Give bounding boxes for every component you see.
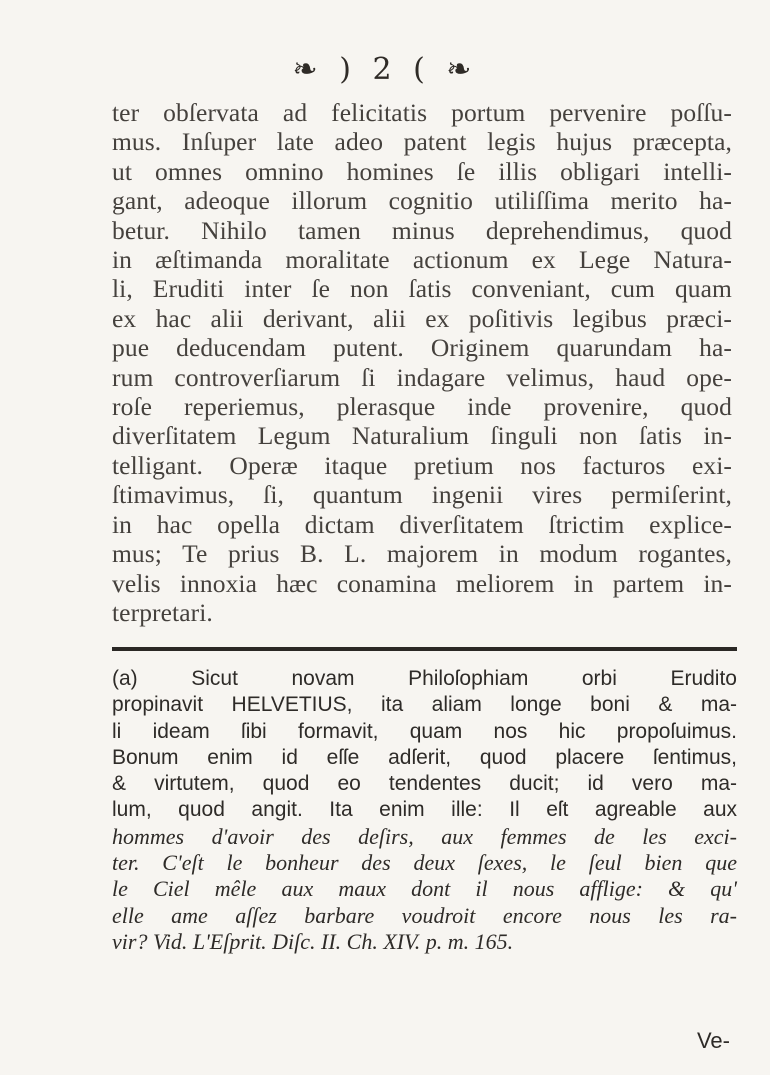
footnote-line-french: le Ciel mêle aux maux dont il nous afflige: & qu' xyxy=(112,876,737,902)
text-line: rum controverſiarum ſi indagare velimus, haud ope- xyxy=(112,362,732,392)
text-line: in æſtimanda moralitate actionum ex Lege Natura- xyxy=(112,245,732,275)
text-line: velis innoxia hæc conamina meliorem in partem in- xyxy=(112,568,732,598)
text-line: in hac opella dictam diverſitatem ſtrictim explice- xyxy=(112,509,732,539)
text-line: betur. Nihilo tamen minus deprehendimus, quod xyxy=(112,215,732,245)
footnote-line: Bonum enim id eſſe adſerit, quod placere ſentimus, xyxy=(112,745,737,769)
text-line: telligant. Operæ itaque pretium nos facturos exi- xyxy=(112,450,732,480)
text-line: ſtimavimus, ſi, quantum ingenii vires permiſerint, xyxy=(112,480,732,510)
footnote xyxy=(112,666,737,955)
footnote-line-french: elle ame aſſez barbare voudroit encore nous les ra- xyxy=(112,902,737,928)
footnote-line-french: hommes d'avoir des deſirs, aux femmes de les exci- xyxy=(112,823,737,849)
text-line: terpretari. xyxy=(112,597,213,627)
main-text xyxy=(112,98,732,627)
page-header xyxy=(0,52,770,87)
text-line: li, Eruditi inter ſe non ſatis conveniant, cum quam xyxy=(112,274,732,304)
text-line: ter obſervata ad felicitatis portum pervenire poſſu- xyxy=(112,98,732,127)
footnote-line: propinavit HELVETIUS, ita aliam longe boni & ma- xyxy=(112,693,737,717)
footnote-divider xyxy=(112,647,737,651)
text-line: pue deducendam putent. Originem quarundam ha- xyxy=(112,333,732,363)
text-line: mus. Inſuper late adeo patent legis hujus præcepta, xyxy=(112,127,732,157)
text-line: roſe reperiemus, plerasque inde provenire, quod xyxy=(112,392,732,422)
footnote-line-citation: vir? Vid. L'Eſprit. Diſc. II. Ch. XIV. p. m. 165. xyxy=(112,928,514,954)
text-line: ex hac alii derivant, alii ex poſitivis legibus præci- xyxy=(112,303,732,333)
text-line: mus; Te prius B. L. majorem in modum rogantes, xyxy=(112,539,732,569)
footnote-line-french: ter. C'eſt le bonheur des deux ſexes, le ſeul bien que xyxy=(112,850,737,876)
footnote-line: li ideam ſibi formavit, quam nos hic propoſuimus. xyxy=(112,719,737,743)
footnote-line: & virtutem, quod eo tendentes ducit; id vero ma- xyxy=(112,772,737,796)
catchword: Ve- xyxy=(696,1028,730,1053)
footnote-line: (a) Sicut novam Philoſophiam orbi Erudito xyxy=(112,667,737,690)
page-number-ornament: ❧ ) 2 ( ❧ xyxy=(292,52,478,87)
footnote-line: lum, quod angit. Ita enim ille: Il eſt agreable aux xyxy=(112,798,737,822)
text-line: gant, adeoque illorum cognitio utiliſſima merito ha- xyxy=(112,186,732,216)
text-line: diverſitatem Legum Naturalium ſinguli non ſatis in- xyxy=(112,421,732,451)
text-line: ut omnes omnino homines ſe illis obligari intelli- xyxy=(112,156,732,186)
